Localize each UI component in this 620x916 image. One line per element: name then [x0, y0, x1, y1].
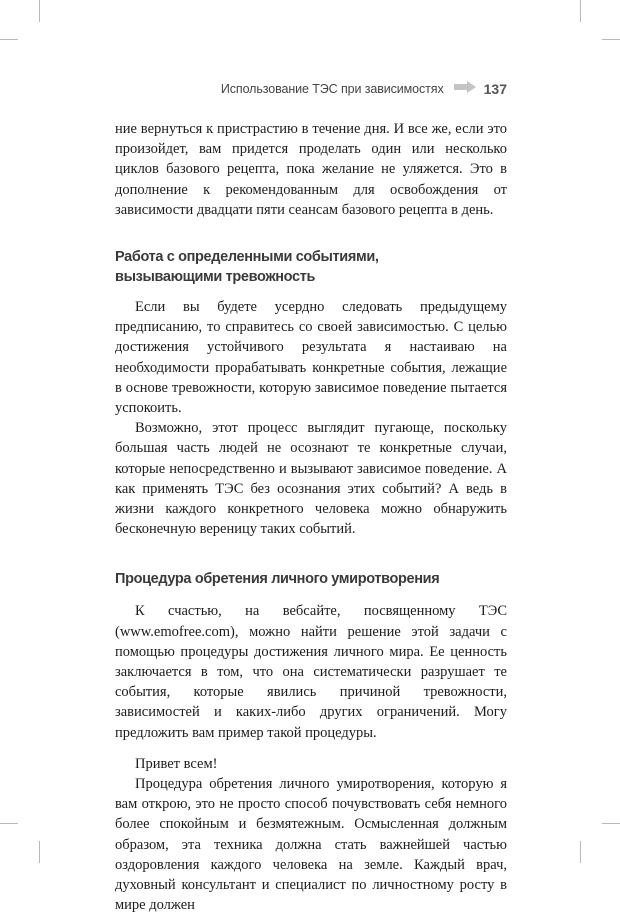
running-title: Использование ТЭС при зависимостях: [220, 82, 444, 96]
paragraph: Если вы будете усердно следовать предыдущему предписанию, то справитесь со своей зависимостью. С целью достижения устойчивого результата я настаиваю на необходимости прорабатывать конкретные события, лежащие в основе тревожности, которую зависимое поведение пытается успокоить.: [115, 299, 507, 417]
section-heading: [115, 247, 507, 287]
paragraph: ние вернуться к пристрастию в течение дня. И все же, если это произойдет, вам придется проделать один или несколько циклов базового рецепта, пока желание не уляжется. Это в дополнение к рекомендованным для освобождения от зависимости двадцати пяти сеансам базового рецепта в день.: [115, 121, 507, 218]
crop-mark: [580, 0, 581, 22]
crop-mark: [0, 823, 18, 824]
crop-mark: [602, 39, 620, 40]
crop-mark: [39, 0, 40, 22]
crop-mark: [580, 841, 581, 863]
paragraph: Возможно, этот процесс выглядит пугающе, поскольку большая часть людей не осознают те конкретные случаи, которые непосредственно и вызывают зависимое поведение. А как применять ТЭС без осознания этих событий? А ведь в жизни каждого конкретного человека можно обнаружить бесконечную вереницу таких событий.: [115, 420, 507, 538]
paragraph: К счастью, на вебсайте, посвященному ТЭС (www.emofree.com), можно найти решение этой задачи с помощью процедуры достижения личного мира. Ее ценность заключается в том, что она систематически разрушает те события, которые явились причиной тревожности, зависимостей и каких-либо других ограничений. Могу предложить вам пример такой процедуры.: [115, 603, 507, 741]
crop-mark: [0, 39, 18, 40]
running-header: [115, 79, 507, 99]
section-heading: Процедура обретения личного умиротворения: [115, 571, 440, 588]
heading-line: вызывающими тревожность: [115, 269, 316, 286]
heading-line: Работа с определенными событиями,: [115, 249, 379, 266]
arrow-right-icon: [454, 80, 476, 98]
arrow-shape: [454, 81, 476, 93]
paragraph: Процедура обретения личного умиротворения, которую я вам открою, это не просто способ почувствовать себя немного более спокойным и безмятежным. Осмысленная должным образом, эта техника должна стать важнейшей частью оздоровления каждого человека на земле. Каждый врач, духовный консультант и специалист по личностному росту в мире должен: [115, 776, 507, 914]
paragraph: Привет всем!: [135, 755, 218, 772]
crop-mark: [39, 841, 40, 863]
page-number: 137: [483, 81, 507, 97]
page-body: [115, 119, 507, 916]
crop-mark: [602, 823, 620, 824]
